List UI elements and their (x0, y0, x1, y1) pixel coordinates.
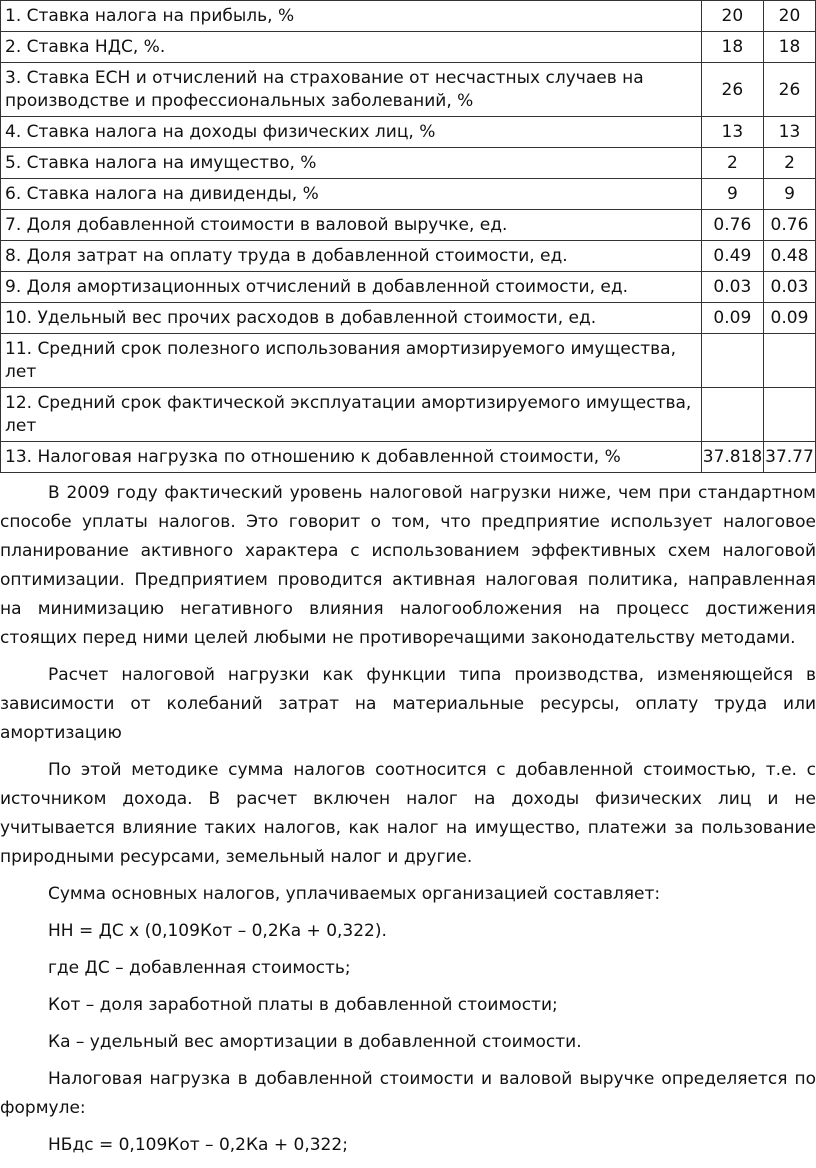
row-label: 11. Средний срок полезного использования амортизируемого имущества, лет (1, 334, 702, 388)
paragraph: Расчет налоговой нагрузки как функции типа производства, изменяющейся в зависимости от колебаний затрат на материальные ресурсы, оплату труда или амортизацию (0, 665, 816, 743)
table-row (1, 272, 816, 303)
row-label: 13. Налоговая нагрузка по отношению к добавленной стоимости, % (1, 442, 702, 473)
row-label: 10. Удельный вес прочих расходов в добавленной стоимости, ед. (1, 303, 702, 334)
row-value-1: 37.818 (701, 442, 763, 473)
row-label: 3. Ставка ЕСН и отчислений на страхование от несчастных случаев на производстве и профессиональных заболеваний, % (1, 63, 702, 117)
row-value-1: 20 (701, 1, 763, 32)
tax-parameters-table (0, 0, 816, 473)
row-label: 1. Ставка налога на прибыль, % (1, 1, 702, 32)
table-row (1, 117, 816, 148)
row-value-1: 0.03 (701, 272, 763, 303)
row-value-1 (701, 388, 763, 442)
row-label: 9. Доля амортизационных отчислений в добавленной стоимости, ед. (1, 272, 702, 303)
table-row (1, 210, 816, 241)
paragraph: Налоговая нагрузка в добавленной стоимости и валовой выручке определяется по формуле: (0, 1069, 816, 1118)
row-value-1: 0.09 (701, 303, 763, 334)
row-value-2: 26 (763, 63, 815, 117)
paragraph: Сумма основных налогов, уплачиваемых организацией составляет: (48, 884, 661, 904)
row-value-2: 2 (763, 148, 815, 179)
row-value-2: 0.48 (763, 241, 815, 272)
row-value-2: 18 (763, 32, 815, 63)
body-text (0, 479, 816, 1160)
row-label: 4. Ставка налога на доходы физических лиц, % (1, 117, 702, 148)
table-row (1, 32, 816, 63)
table-row (1, 1, 816, 32)
row-value-2 (763, 388, 815, 442)
row-value-1: 2 (701, 148, 763, 179)
row-label: 5. Ставка налога на имущество, % (1, 148, 702, 179)
row-value-1: 26 (701, 63, 763, 117)
table-row (1, 241, 816, 272)
row-value-1: 9 (701, 179, 763, 210)
row-label: 7. Доля добавленной стоимости в валовой выручке, ед. (1, 210, 702, 241)
formula: НБдс = 0,109Кот – 0,2Ка + 0,322; (48, 1135, 348, 1155)
row-label: 12. Средний срок фактической эксплуатации амортизируемого имущества, лет (1, 388, 702, 442)
paragraph: Кот – доля заработной платы в добавленной стоимости; (48, 995, 558, 1015)
table-row (1, 388, 816, 442)
row-value-2: 37.77 (763, 442, 815, 473)
table-row (1, 63, 816, 117)
table-row (1, 442, 816, 473)
paragraph: где ДС – добавленная стоимость; (48, 958, 351, 978)
row-value-1: 18 (701, 32, 763, 63)
row-value-2: 20 (763, 1, 815, 32)
row-label: 6. Ставка налога на дивиденды, % (1, 179, 702, 210)
row-value-2: 0.09 (763, 303, 815, 334)
row-value-2: 0.76 (763, 210, 815, 241)
row-value-1 (701, 334, 763, 388)
paragraph: В 2009 году фактический уровень налоговой нагрузки ниже, чем при стандартном способе уплаты налогов. Это говорит о том, что предприятие использует налоговое планирование активного характера с использованием эффективных схем налоговой оптимизации. Предприятием проводится активная налоговая политика, направленная на минимизацию негативного влияния налогообложения на процесс достижения стоящих перед ними целей любыми не противоречащими законодательству методами. (0, 483, 816, 648)
row-value-2: 13 (763, 117, 815, 148)
formula: НН = ДС х (0,109Кот – 0,2Ка + 0,322). (48, 921, 387, 941)
row-label: 8. Доля затрат на оплату труда в добавленной стоимости, ед. (1, 241, 702, 272)
paragraph: Ка – удельный вес амортизации в добавленной стоимости. (48, 1032, 582, 1052)
table-row (1, 334, 816, 388)
row-value-1: 0.49 (701, 241, 763, 272)
row-value-1: 0.76 (701, 210, 763, 241)
table-row (1, 179, 816, 210)
row-value-2: 9 (763, 179, 815, 210)
table-row (1, 148, 816, 179)
table-row (1, 303, 816, 334)
row-value-2 (763, 334, 815, 388)
row-value-2: 0.03 (763, 272, 815, 303)
row-label: 2. Ставка НДС, %. (1, 32, 702, 63)
paragraph: По этой методике сумма налогов соотносится с добавленной стоимостью, т.е. с источником дохода. В расчет включен налог на доходы физических лиц и не учитывается влияние таких налогов, как налог на имущество, платежи за пользование природными ресурсами, земельный налог и другие. (0, 760, 816, 867)
row-value-1: 13 (701, 117, 763, 148)
